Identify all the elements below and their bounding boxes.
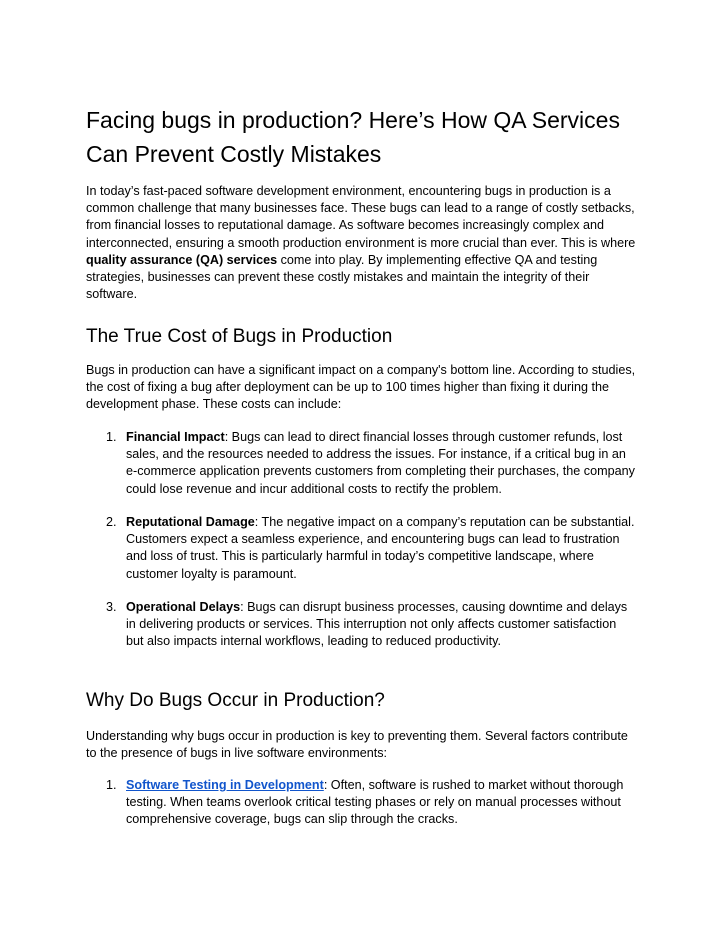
list-item [106, 514, 636, 583]
page-title: Facing bugs in production? Here’s How QA Services Can Prevent Costly Mistakes [86, 107, 620, 167]
list-item [106, 599, 636, 651]
intro-text-before: In today’s fast-paced software development environment, encountering bugs in production is a common challenge that many businesses face. These bugs can lead to a range of costly setbacks, from financial losses to reputational damage. As software becomes increasingly complex and interconnected, ensuring a smooth production environment is more crucial than ever. This is where [86, 184, 636, 250]
list-item [106, 429, 636, 498]
section1-paragraph: Bugs in production can have a significant impact on a company's bottom line. According to studies, the cost of fixing a bug after deployment can be up to 100 times higher than fixing it during the development phase. These costs can include: [86, 363, 636, 412]
section1-heading: The True Cost of Bugs in Production [86, 326, 393, 347]
list-item-number: 1. [106, 778, 117, 792]
list-item-term: Operational Delays [126, 600, 241, 614]
list-item-number: 3. [106, 600, 117, 614]
software-testing-link[interactable]: Software Testing in Development [126, 778, 324, 792]
list-item-text: : Bugs can lead to direct financial losses through customer refunds, lost sales, and the resources needed to address the issues. For instance, if a critical bug in an e-commerce application prevents customers from completing their purchases, the company could lose revenue and incur additional costs to rectify the problem. [126, 430, 635, 496]
list-item-text: : Often, software is rushed to market without thorough testing. When teams overlook critical testing phases or rely on manual processes without comprehensive coverage, bugs can slip through the cracks. [126, 778, 624, 827]
list-item-text: : The negative impact on a company’s reputation can be substantial. Customers expect a seamless experience, and encountering bugs can lead to frustration and loss of trust. This is particularly harmful in today’s competitive landscape, where customer loyalty is paramount. [126, 515, 635, 581]
section2-heading: Why Do Bugs Occur in Production? [86, 690, 385, 711]
list-item-number: 2. [106, 515, 117, 529]
intro-bold-term: quality assurance (QA) services [86, 252, 278, 267]
list-item-term: Financial Impact [126, 430, 225, 444]
list-item-text: : Bugs can disrupt business processes, causing downtime and delays in delivering products or services. This interruption not only affects customer satisfaction but also impacts internal workflows, leading to reduced productivity. [126, 600, 628, 649]
intro-text-after: come into play. By implementing effective QA and testing strategies, businesses can prevent these costly mistakes and maintain the integrity of their software. [86, 252, 598, 302]
list-item-number: 1. [106, 430, 117, 444]
intro-paragraph [86, 183, 640, 303]
section2-paragraph: Understanding why bugs occur in production is key to preventing them. Several factors contribute to the presence of bugs in live software environments: [86, 729, 628, 761]
list-item-term: Reputational Damage [126, 515, 255, 529]
list-item [106, 777, 636, 829]
